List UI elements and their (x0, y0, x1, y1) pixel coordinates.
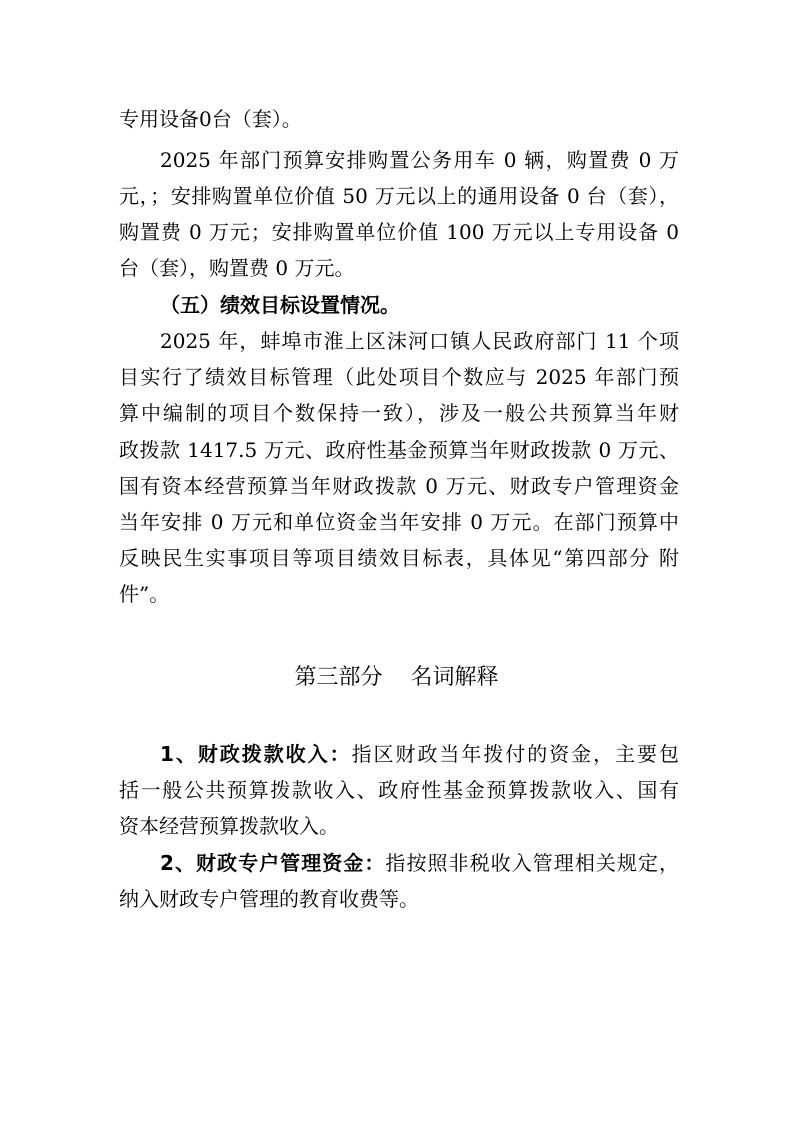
paragraph-line: 括一般公共预算拨款收入、政府性基金预算拨款收入、国有 (119, 778, 679, 802)
paragraph-line: 目实行了绩效目标管理（此处项目个数应与 2025 年部门预 (119, 365, 679, 389)
paragraph-line: 购置费 0 万元；安排购置单位价值 100 万元以上专用设备 0 (119, 220, 679, 244)
paragraph-line: 件”。 (119, 582, 170, 606)
term-definition-line (160, 849, 679, 877)
paragraph-line: 2025 年，蚌埠市淮上区沫河口镇人民政府部门 11 个项 (160, 329, 679, 353)
section-heading: （五）绩效目标设置情况。 (160, 293, 400, 317)
paragraph-line: 台（套），购置费 0 万元。 (119, 256, 355, 280)
paragraph-line: 算中编制的项目个数保持一致），涉及一般公共预算当年财 (119, 401, 679, 425)
paragraph-line: 元，；安排购置单位价值 50 万元以上的通用设备 0 台（套）， (119, 184, 679, 208)
paragraph-line: 政拨款 1417.5 万元、政府性基金预算当年财政拨款 0 万元、 (119, 438, 679, 462)
paragraph-line: 纳入财政专户管理的教育收费等。 (119, 887, 419, 911)
section-title: 第三部分 名词解释 (294, 665, 499, 690)
term-label: 1、财政拨款收入： (160, 742, 352, 766)
term-definition-line (160, 740, 679, 768)
paragraph-line: 资本经营预算拨款收入。 (119, 814, 339, 838)
term-text: 指按照非税收入管理相关规定， (385, 851, 680, 875)
term-label: 2、财政专户管理资金： (160, 851, 386, 875)
paragraph-line: 专用设备0台（套）。 (119, 107, 302, 131)
paragraph-line: 2025 年部门预算安排购置公务用车 0 辆，购置费 0 万 (160, 148, 679, 172)
paragraph-line: 国有资本经营预算当年财政拨款 0 万元、财政专户管理资金 (119, 474, 679, 498)
paragraph-line: 反映民生实事项目等项目绩效目标表，具体见“第四部分 附 (119, 546, 679, 570)
term-text: 指区财政当年拨付的资金，主要包 (351, 742, 680, 766)
paragraph-line: 当年安排 0 万元和单位资金当年安排 0 万元。在部门预算中 (119, 510, 679, 534)
